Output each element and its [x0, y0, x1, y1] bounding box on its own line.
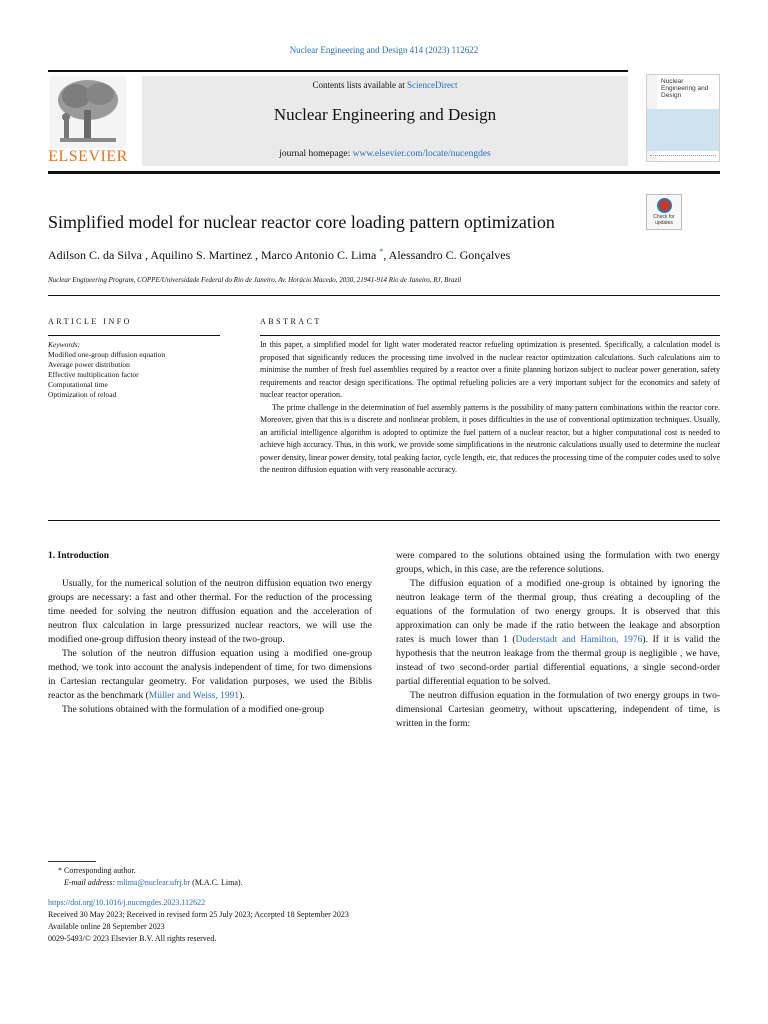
abstract-paragraph: The prime challenge in the determination of fuel assembly patterns is the possibility of many pattern combinations within the reactor core. Moreover, given that this is a discrete and nonlinear problem, it poses difficulties in the use of conventional optimization techniques. Usually, an artificial intelligence algorithm is adopted to optimize the fuel pattern of a nuclear reactor, but a higher computational cost is needed to achieve high accuracy. Thus, in this work, we provide some simplifications in the neutronic calculations usually used to determine the nuclear power density, linear power density, total peaking factor, cycle length, etc, that reduces the processing time of the computer codes used to solve the neutron diffusion equation with very reasonable accuracy. — [260, 402, 720, 474]
corresponding-author-marker[interactable]: * — [379, 247, 384, 256]
journal-cover-thumbnail[interactable] — [646, 74, 720, 162]
cover-title: Nuclear Engineering and Design — [661, 78, 709, 99]
journal-homepage-link[interactable]: www.elsevier.com/locate/nucengdes — [352, 149, 491, 159]
body-column-right — [396, 549, 720, 731]
homepage-prefix: journal homepage: — [279, 149, 353, 159]
paragraph-text: The solution of the neutron diffusion equation using a modified one-group method, we took into account the analysis independent of time, for two dimensions in Cartesian rectangular geometry. For validation purposes, we used the Biblis reactor as the benchmark ( — [48, 649, 372, 701]
affiliation: Nuclear Engineering Program, COPPE/Universidade Federal do Rio de Janeiro, Av. Horácio Macedo, 2030, 21941-914 Rio de Janeiro, RJ, Brazil — [48, 276, 462, 284]
article-title: Simplified model for nuclear reactor core loading pattern optimization — [48, 212, 555, 232]
citation-link[interactable]: Müller and Weiss, 1991 — [148, 691, 240, 701]
keyword-item: Effective multiplication factor — [48, 370, 139, 379]
body-paragraph — [48, 647, 372, 703]
elsevier-tree-icon — [50, 76, 126, 148]
journal-name: Nuclear Engineering and Design — [273, 105, 497, 124]
check-updates-label: Check for updates — [653, 214, 675, 226]
elsevier-wordmark: ELSEVIER — [48, 148, 128, 165]
introduction-heading: 1. Introduction — [48, 551, 110, 561]
keyword-item: Optimization of reload — [48, 390, 117, 399]
email-owner: (M.A.C. Lima). — [192, 878, 243, 887]
body-paragraph: The solutions obtained with the formulation of a modified one-group — [62, 705, 324, 715]
citation-link[interactable]: Duderstadt and Hamilton, 1976 — [515, 635, 643, 645]
keyword-item: Average power distribution — [48, 360, 130, 369]
keywords-label: Keywords: — [48, 340, 81, 349]
paragraph-text: The diffusion equation of a modified one-group is obtained by ignoring the neutron leakage term of the thermal group, thus creating a decoupling of the equations of the formulation of two energy groups. It is observed that this approximation can only be made if the ratio between the leakage and absorption rates is much lower than 1 ( — [396, 579, 720, 645]
article-info-rule — [48, 335, 220, 336]
received-dates: Received 30 May 2023; Received in revised form 25 July 2023; Accepted 18 September 2023 — [48, 910, 349, 919]
keyword-item: Modified one-group diffusion equation — [48, 350, 166, 359]
footnote-rule — [48, 861, 96, 862]
journal-reference[interactable]: Nuclear Engineering and Design 414 (2023) 112622 — [289, 45, 479, 55]
body-column-left — [48, 549, 372, 717]
contents-line — [142, 80, 628, 90]
available-online: Available online 28 September 2023 — [48, 922, 165, 931]
check-updates-icon — [657, 198, 672, 213]
authors-first[interactable]: Adilson C. da Silva , Aquilino S. Martinez , Marco Antonio C. Lima — [48, 248, 377, 262]
journal-header-band — [142, 76, 628, 166]
article-info-heading: ARTICLE INFO — [48, 317, 132, 326]
doi-link[interactable]: https://doi.org/10.1016/j.nucengdes.2023.112622 — [48, 898, 206, 907]
corresponding-author-note — [48, 865, 720, 877]
email-label: E-mail address: — [64, 878, 116, 887]
body-paragraph: were compared to the solutions obtained using the formulation with two energy groups, which, in this case, are the reference solutions. — [396, 551, 720, 575]
header-top-rule — [48, 70, 628, 72]
body-paragraph: Usually, for the numerical solution of the neutron diffusion equation two energy groups are necessary: a fast and other thermal. For the reduction of the processing time needed for solving the neutron diffusion equation and the acceleration of neutron flux calculation in large pressurized nuclear reactors, we will use the modified one-group diffusion theory instead of the two-group. — [48, 579, 372, 645]
email-link[interactable]: mlima@nuclear.ufrj.br — [117, 878, 191, 887]
email-note — [48, 877, 720, 889]
corresponding-author-text: Corresponding author. — [64, 866, 136, 875]
elsevier-logo[interactable] — [48, 76, 128, 166]
body-paragraph: The neutron diffusion equation in the formulation of two energy groups in two-dimensional Cartesian geometry, without upscattering, independent of time, is written in the form: — [396, 691, 720, 729]
footnotes — [48, 865, 720, 889]
abstract-bottom-rule — [48, 520, 720, 521]
body-paragraph — [396, 577, 720, 689]
keyword-item: Computational time — [48, 380, 108, 389]
homepage-line — [142, 149, 628, 159]
paragraph-text: ). — [239, 691, 245, 701]
keywords-list — [48, 340, 228, 400]
sciencedirect-link[interactable]: ScienceDirect — [407, 80, 458, 90]
paragraph-text: ). If it is valid the hypothesis that the neutron leakage from the thermal group is negligible , we have, instead of two second-order partial differential equations, a single second-order partial differential equation to be solved. — [396, 635, 720, 687]
contents-prefix: Contents lists available at — [312, 80, 407, 90]
check-for-updates-button[interactable] — [646, 194, 682, 230]
cover-footer — [650, 155, 716, 158]
abstract-paragraph: In this paper, a simplified model for light water moderated reactor refueling optimization is presented. Specifically, a calculation model is proposed that significantly reduces the processing time involved in the nuclear reactor optimization calculations. Such calculations aim to minimise the number of fresh fuel assemblies required by a reactor over a finite planning horizon subject to nuclear power generation, safety requirements and reactor design specifications. The optimal refueling policies are a very important subject for the economics and safety of nuclear reactor operation. — [260, 340, 720, 399]
footnote-marker: * — [58, 866, 62, 875]
copyright: 0029-5493/© 2023 Elsevier B.V. All rights reserved. — [48, 934, 217, 943]
author-list — [48, 247, 510, 263]
header-bottom-rule — [48, 171, 720, 174]
abstract-rule — [260, 335, 720, 336]
abstract-body — [260, 339, 720, 477]
abstract-heading: ABSTRACT — [260, 317, 322, 326]
publication-details — [48, 897, 720, 945]
authors-last[interactable]: , Alessandro C. Gonçalves — [383, 248, 511, 262]
cover-image — [647, 109, 719, 151]
affiliation-rule — [48, 295, 720, 296]
